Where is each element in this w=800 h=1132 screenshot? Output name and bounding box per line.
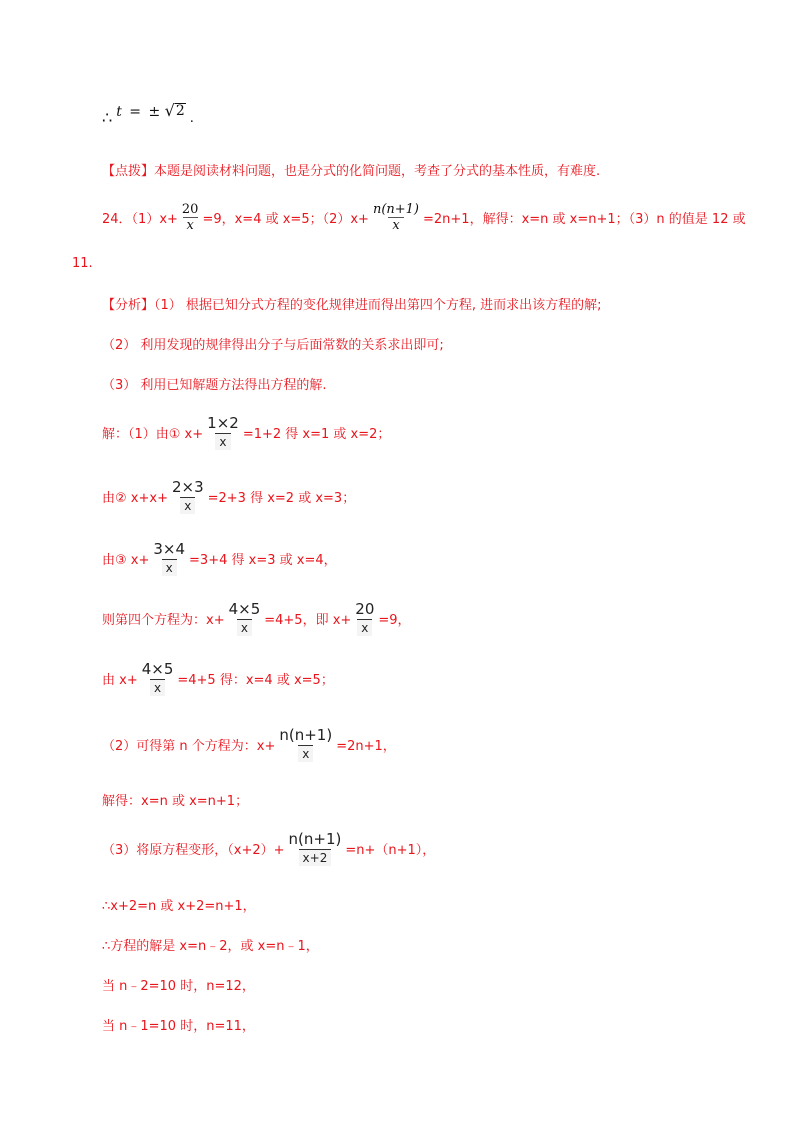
fraction-20-over-x [179,202,202,233]
sol6-suffix: =2n+1， [336,738,396,754]
fraction-2x3-over-x [169,478,207,514]
fraction-numerator: 4×5 [228,600,261,618]
solution-line-6 [102,726,396,762]
fraction-4x5-over-x-2 [139,660,177,696]
period: . [189,111,194,126]
fraction-numerator: 3×4 [153,540,186,558]
fraction-denominator: x [183,217,198,233]
ans24-part2: =9，x=4 或 x=5；（2）x+ [202,212,369,227]
solution-line-5 [102,660,334,696]
sol5-prefix: 由 x+ [102,672,138,688]
solution-line-8 [102,830,435,866]
sol2-suffix: =2+3 得 x=2 或 x=3； [207,490,356,506]
equals-sign: = [129,104,142,120]
sol1-prefix: 解：（1）由① x+ [102,426,204,442]
fraction-numerator: n(n+1) [279,726,333,744]
fraction-numerator: n(n+1) [372,202,420,217]
fraction-20-over-x-img [352,600,377,636]
fraction-numerator: 20 [181,202,199,217]
fraction-numerator: 1×2 [207,414,239,432]
fraction-numerator: 20 [355,600,375,618]
sol5-suffix: =4+5 得：x=4 或 x=5； [177,672,334,688]
solution-line-3 [102,540,337,576]
fraction-denominator: x+2 [299,849,332,866]
tip-text: 【点拨】本题是阅读材料问题，也是分式的化简问题，考查了分式的基本性质，有难度. [102,164,601,179]
solution-line-10: ∴方程的解是 x=n﹣2，或 x=n﹣1， [102,939,319,954]
solution-line-1 [102,414,390,450]
sol4-middle: =4+5，即 x+ [264,612,352,628]
t-equation [116,103,186,120]
fraction-n-n1-over-x2 [286,830,345,866]
therefore-symbol: ∴ [102,108,113,127]
t-var: t [116,104,122,120]
radicand: 2 [175,103,185,119]
ans24-part1: 24．（1）x+ [102,212,178,227]
sol3-prefix: 由③ x+ [102,552,150,568]
sol2-prefix: 由② x+x+ [102,490,168,506]
sol6-prefix: （2）可得第 n 个方程为：x+ [102,738,276,754]
ans24-part3: =2n+1，解得：x=n 或 x=n+1；（3）n 的值是 12 或 [423,212,746,227]
solution-line-9: ∴x+2=n 或 x+2=n+1， [102,899,256,914]
analysis-line-3: （3） 利用已知解题方法得出方程的解. [102,378,327,393]
fraction-denominator: x [215,433,230,450]
solution-line-12: 当 n﹣1=10 时，n=11， [102,1019,255,1034]
fraction-numerator: n(n+1) [288,830,342,848]
analysis-line-2: （2） 利用发现的规律得出分子与后面常数的关系求出即可; [102,338,444,353]
fraction-denominator: x [162,559,177,576]
fraction-denominator: x [298,745,313,762]
fraction-n-n1-over-x-img [276,726,335,762]
ans24-continuation: 11. [72,256,93,271]
plus-minus-sign: ± [148,104,161,120]
fraction-denominator: x [357,619,372,636]
fraction-denominator: x [150,679,165,696]
solution-line-11: 当 n﹣2=10 时，n=12， [102,979,255,994]
fraction-1x2-over-x [204,414,242,450]
t-result-line [102,96,194,127]
fraction-numerator: 4×5 [141,660,174,678]
fraction-denominator: x [388,217,403,233]
solution-line-7: 解得：x=n 或 x=n+1； [102,794,249,809]
sol1-suffix: =1+2 得 x=1 或 x=2； [242,426,391,442]
sol8-prefix: （3）将原方程变形，（x+2）+ [102,842,285,858]
sol4-suffix: =9， [378,612,411,628]
fraction-3x4-over-x [150,540,188,576]
solution-line-2 [102,478,355,514]
analysis-line-1: 【分析】（1） 根据已知分式方程的变化规律进而得出第四个方程, 进而求出该方程的解; [102,298,602,313]
fraction-4x5-over-x [226,600,264,636]
fraction-numerator: 2×3 [171,478,204,496]
fraction-denominator: x [237,619,252,636]
fraction-n-n1-over-x [370,202,422,233]
radical-sign: √ [164,101,175,120]
sol4-prefix: 则第四个方程为：x+ [102,612,225,628]
fraction-denominator: x [180,497,195,514]
solution-line-4 [102,600,411,636]
sol8-suffix: =n+（n+1）， [345,842,436,858]
sol3-suffix: =3+4 得 x=3 或 x=4， [189,552,337,568]
sqrt-two [165,103,186,119]
answer-24-line [102,202,746,233]
